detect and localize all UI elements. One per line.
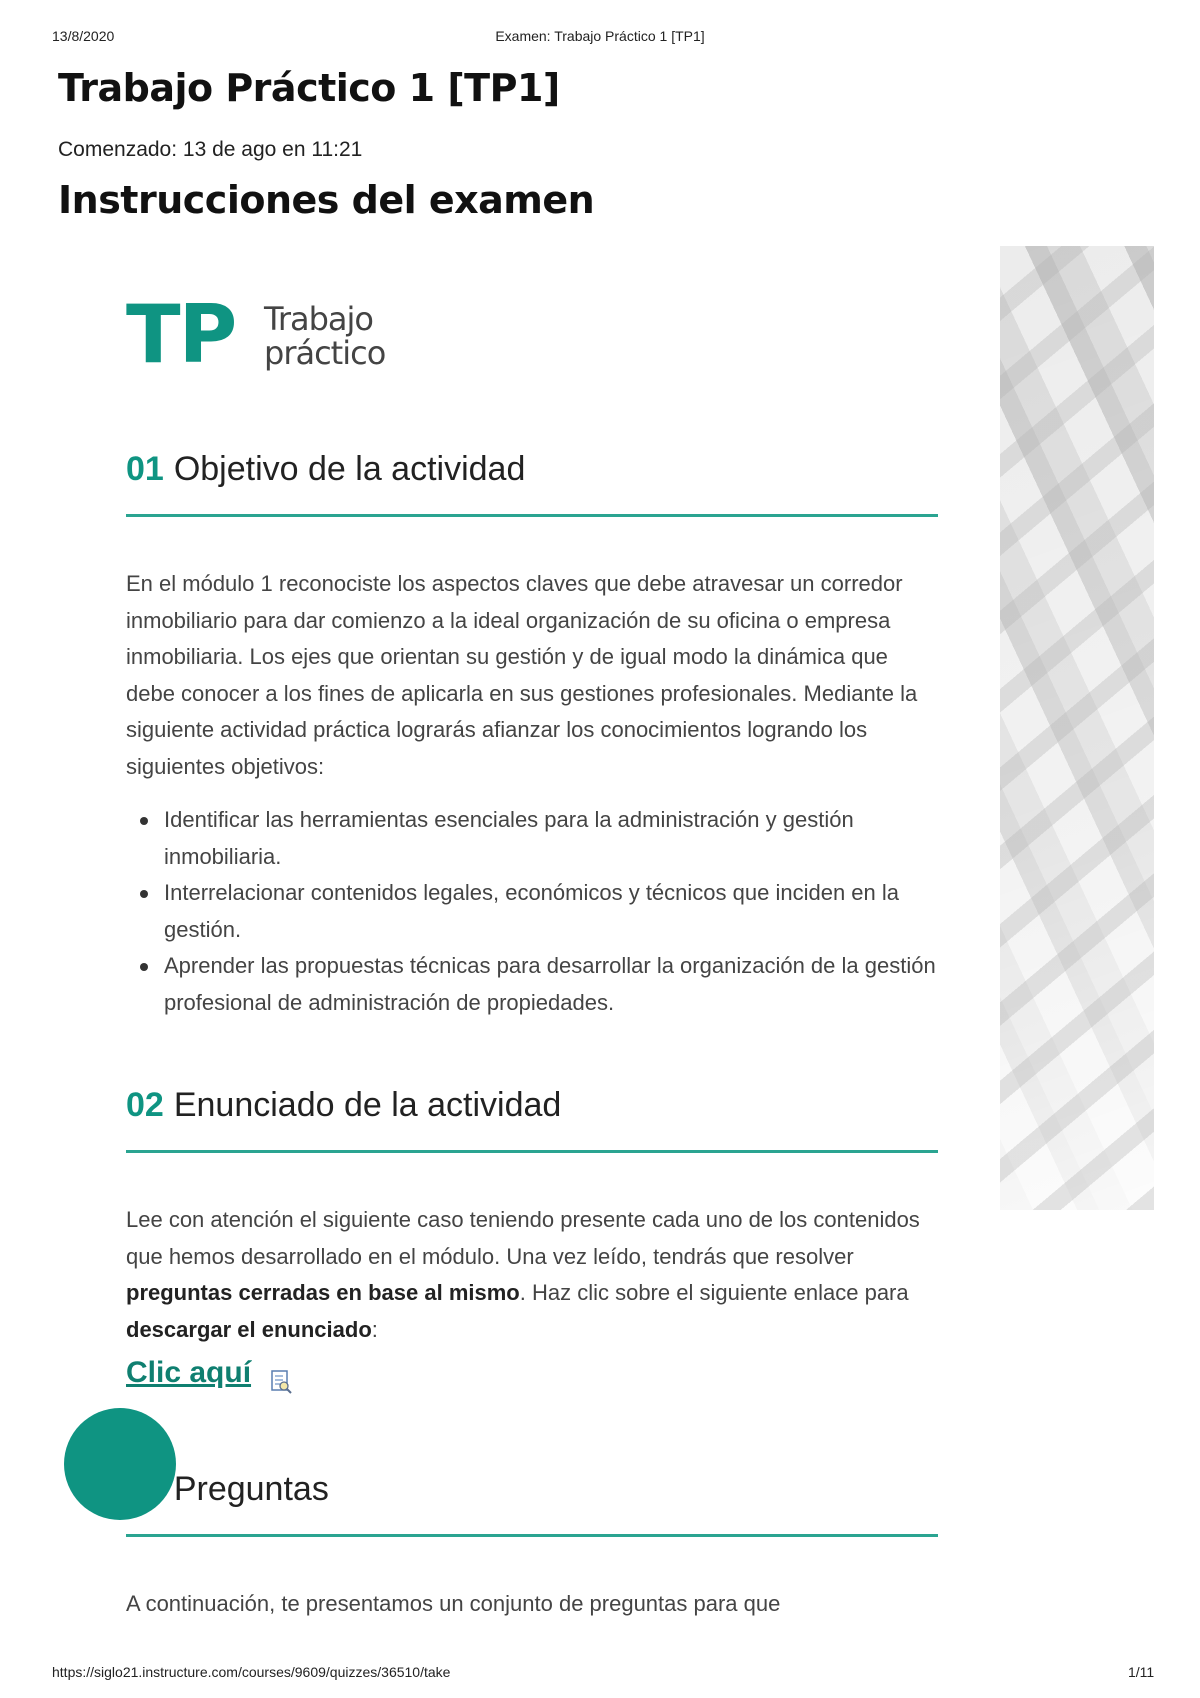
floating-action-dot[interactable] (64, 1408, 176, 1520)
section-01-title: Objetivo de la actividad (173, 450, 526, 488)
objective-item: Aprender las propuestas técnicas para desarrollar la organización de la gestión profesional de administración de propiedades. (126, 948, 938, 1021)
section-01-heading (126, 450, 938, 489)
print-date: 13/8/2020 (52, 28, 115, 44)
section-02-text-a: Lee con atención el siguiente caso teniendo presente cada uno de los contenidos que hemos desarrollado en el módulo. Una vez leído, tendrás que resolver (126, 1207, 920, 1269)
print-url: https://siglo21.instructure.com/courses/9609/quizzes/36510/take (52, 1664, 451, 1680)
tp-logo-word (264, 302, 385, 370)
print-doc-title: Examen: Trabajo Práctico 1 [TP1] (495, 28, 705, 44)
section-01-paragraph: En el módulo 1 reconociste los aspectos claves que debe atravesar un corredor inmobiliario para dar comienzo a la ideal organización de su oficina o empresa inmobiliaria. Los ejes que orientan su gestión y de igual modo la dinámica que debe conocer a los fines de aplicarla en sus gestiones profesionales. Mediante la siguiente actividad práctica lograrás afianzar los conocimientos logrando los siguientes objetivos: (126, 571, 918, 779)
section-02-text-c: : (371, 1316, 378, 1342)
page-title: Trabajo Práctico 1 [TP1] (58, 66, 560, 110)
section-02-divider (126, 1150, 938, 1153)
tp-logo-letters: TP (126, 288, 236, 381)
section-02-heading (126, 1086, 938, 1125)
objectives-list (126, 802, 938, 1021)
section-03-title: Preguntas (173, 1470, 329, 1508)
section-02-title: Enunciado de la actividad (173, 1086, 562, 1124)
tp-logo-word-line2: práctico (264, 334, 386, 372)
section-03-paragraph: A continuación, te presentamos un conjunto de preguntas para que (126, 1591, 781, 1616)
section-02-bold-b: descargar el enunciado (126, 1316, 372, 1342)
section-01-number: 01 (126, 450, 164, 488)
section-02-text-b: . Haz clic sobre el siguiente enlace para (519, 1280, 909, 1305)
print-header (0, 28, 1200, 48)
print-page-count: 1/11 (1128, 1664, 1155, 1680)
objective-item: Identificar las herramientas esenciales para la administración y gestión inmobiliaria. (126, 802, 938, 875)
instructions-heading: Instrucciones del examen (58, 178, 595, 222)
section-03-divider (126, 1534, 938, 1537)
tp-logo-word-line1: Trabajo (264, 300, 373, 338)
decorative-architecture-image (1000, 246, 1154, 1210)
section-02-bold-a: preguntas cerradas en base al mismo (126, 1280, 520, 1305)
download-statement-link[interactable]: Clic aquí (126, 1356, 252, 1389)
tp-logo (126, 290, 938, 380)
section-02-paragraph (126, 1202, 938, 1348)
instructions-content (126, 288, 938, 1616)
section-02-number: 02 (126, 1086, 164, 1124)
document-download-icon[interactable] (270, 1370, 292, 1394)
objective-item: Interrelacionar contenidos legales, económicos y técnicos que inciden en la gestión. (126, 875, 938, 948)
section-01-divider (126, 514, 938, 517)
section-03-heading (126, 1470, 938, 1509)
started-timestamp: Comenzado: 13 de ago en 11:21 (58, 138, 363, 161)
